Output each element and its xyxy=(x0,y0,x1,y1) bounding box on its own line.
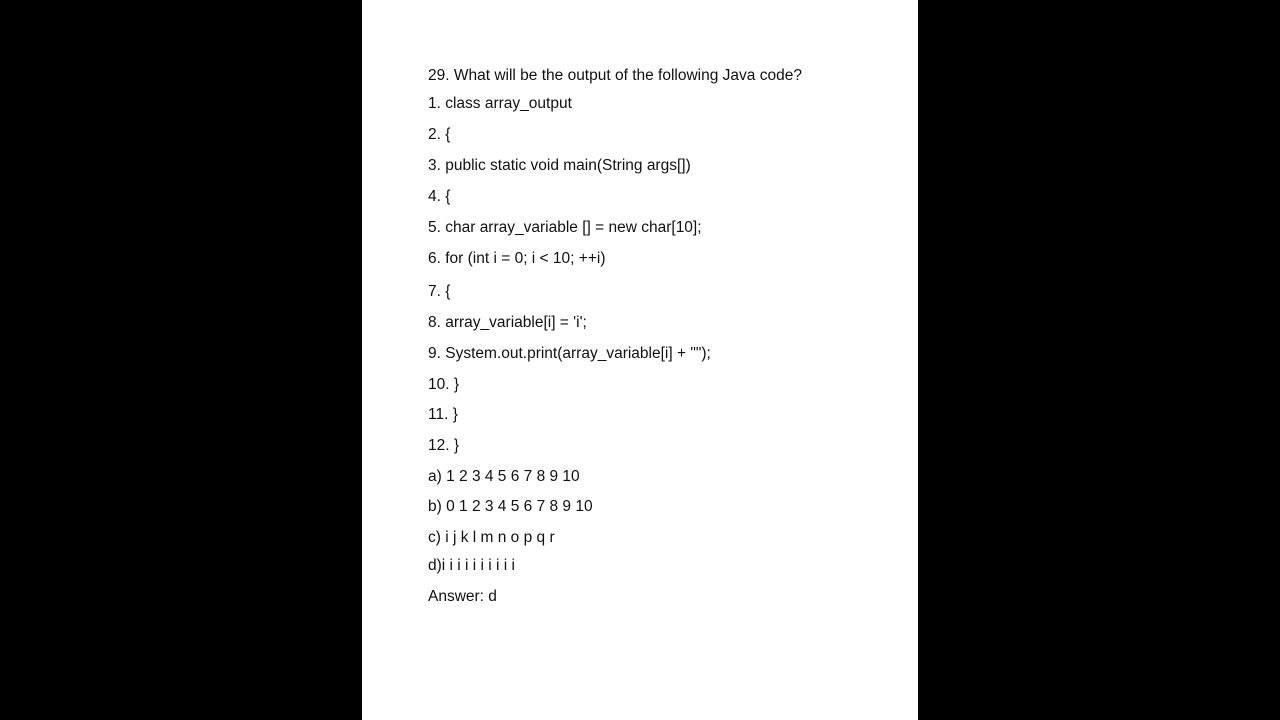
answer-text: Answer: d xyxy=(428,588,497,605)
option-c: c) i j k l m n o p q r xyxy=(428,529,555,546)
code-line: 3. public static void main(String args[]) xyxy=(428,157,691,174)
code-line: 12. } xyxy=(428,437,460,454)
code-line: 11. } xyxy=(428,406,458,423)
option-a: a) 1 2 3 4 5 6 7 8 9 10 xyxy=(428,468,580,485)
code-line: 1. class array_output xyxy=(428,95,572,112)
code-line: 2. { xyxy=(428,126,451,143)
option-d: d)i i i i i i i i i i xyxy=(428,557,515,574)
code-line: 6. for (int i = 0; i < 10; ++i) xyxy=(428,250,606,267)
code-line: 5. char array_variable [] = new char[10]; xyxy=(428,219,702,236)
code-line: 10. } xyxy=(428,376,460,393)
code-line: 7. { xyxy=(428,283,451,300)
code-line: 8. array_variable[i] = 'i'; xyxy=(428,314,587,331)
option-b: b) 0 1 2 3 4 5 6 7 8 9 10 xyxy=(428,498,593,515)
question-text: 29. What will be the output of the following Java code? xyxy=(428,67,802,84)
document-page xyxy=(362,0,918,720)
document-body xyxy=(362,0,918,720)
code-line: 9. System.out.print(array_variable[i] + ""); xyxy=(428,345,711,362)
code-line: 4. { xyxy=(428,188,451,205)
